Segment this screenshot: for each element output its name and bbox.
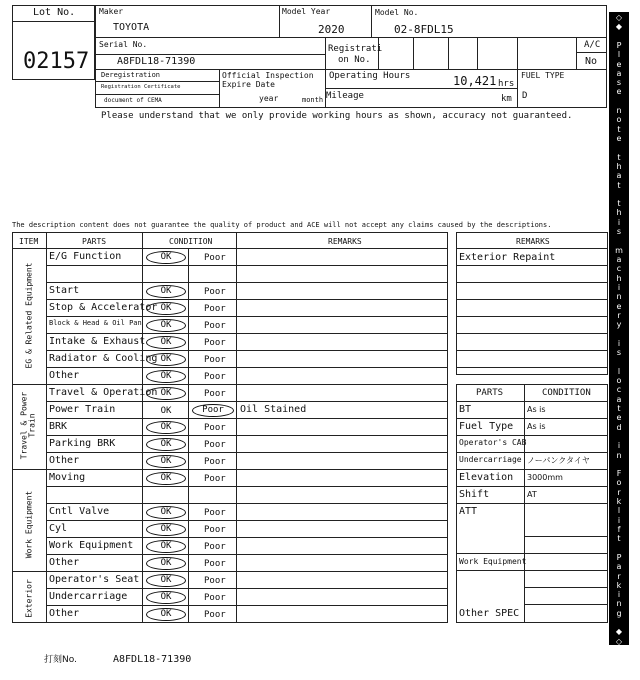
sidebar-char: P [616,552,622,562]
sidebar-char [609,331,629,339]
spec-divider [524,536,608,537]
poor-option: Poor [204,423,226,433]
sidebar-char: k [616,580,622,590]
remarks-divider [456,333,608,334]
sidebar-char: d [616,422,622,432]
sidebar-char: ◆ [615,22,623,32]
sidebar-char: a [616,394,622,404]
ok-circled: OK [146,608,186,621]
row-divider [46,401,448,402]
poor-circled: Poor [192,404,234,417]
spec-divider [456,570,608,571]
poor-option: Poor [204,304,226,314]
sidebar-char: e [616,87,622,97]
part-label: Cntl Valve [49,506,110,517]
row-divider [46,452,448,453]
working-hours-notice: Please understand that we only provide working hours as shown, accuracy not guaranteed. [101,111,573,121]
remarks-divider [456,282,608,283]
model-year-label: Model Year [282,7,331,16]
month-label: month [302,96,324,104]
fuel-type-label: FUEL TYPE [521,71,565,80]
sidebar-char: t [617,152,621,162]
part-label: Power Train [49,404,116,415]
spec-part: Operator's CAB [459,438,527,447]
part-label: BRK [49,421,68,432]
poor-option: Poor [204,355,226,365]
part-label: Parking BRK [49,438,116,449]
operating-hours-label: Operating Hours [329,71,411,81]
sidebar-char: l [617,506,621,516]
ok-circled: OK [146,353,186,366]
ok-circled: OK [146,506,186,519]
row-divider [46,503,448,504]
part-label: Undercarriage [49,591,128,602]
maker-value: TOYOTA [113,22,150,33]
remark-text: Oil Stained [240,404,307,415]
spec-part: Fuel Type [459,421,514,432]
ok-circled: OK [146,591,186,604]
model-no-value: 02-8FDL15 [394,23,454,36]
poor-option: Poor [204,321,226,331]
poor-option: Poor [204,372,226,382]
lot-label: Lot No. [33,7,76,18]
spec-part: ATT [459,506,478,517]
operating-hours-value: 10,421 [453,74,497,88]
sidebar-char: r [617,487,621,497]
row-divider [46,350,448,351]
inspection-label: Official Inspection [222,71,314,80]
ok-circled: OK [146,574,186,587]
sidebar-char: ◇ [615,13,623,22]
mileage-label: Mileage [326,91,364,101]
sidebar-char: P [616,40,622,50]
sidebar-char: t [617,180,621,190]
ok-circled: OK [146,421,186,434]
group-exterior: Exterior [24,579,34,618]
spec-divider [524,587,608,588]
row-divider [46,265,448,266]
row-divider [46,554,448,555]
fuel-type-value: D [522,91,528,101]
sidebar-char: i [617,590,621,600]
sidebar-char: s [616,227,622,237]
poor-option: Poor [204,525,226,535]
poor-option: Poor [204,542,226,552]
sidebar-char: k [616,497,622,507]
ac-label: A/C [584,40,601,50]
sidebar-char: r [617,571,621,581]
poor-option: Poor [204,576,226,586]
ok-circled: OK [146,336,186,349]
sidebar-char: y [616,320,622,330]
sidebar-char: g [616,608,622,618]
part-label: Block & Head & Oil Pan [49,319,142,327]
poor-option: Poor [204,389,226,399]
sidebar-char: n [616,292,622,302]
row-divider [46,367,448,368]
sidebar-char: n [616,450,622,460]
deregistration-label: Deregistration [101,71,161,79]
ok-circled: OK [146,285,186,298]
spec-condition-header: CONDITION [542,388,591,398]
registration-certificate-label: Registration Certificate [101,84,181,90]
spec-condition: As is [527,405,546,414]
inspection-label-2: Expire Date [222,80,275,89]
sidebar-char: a [616,171,622,181]
group-travel-power-2: Train [27,413,37,438]
ok-circled: OK [146,387,186,400]
poor-option: Poor [204,457,226,467]
sidebar-char: o [616,478,622,488]
row-divider [12,622,448,623]
hrs-unit: hrs [498,79,515,89]
row-divider [46,605,448,606]
group-work-equipment: Work Equipment [24,490,34,559]
location-notice-bar [609,12,629,645]
sidebar-char: t [617,403,621,413]
registration-label: Registrati [328,44,383,54]
registration-label-2: on No. [338,55,371,65]
sidebar-char [609,545,629,553]
serial-label: Serial No. [99,40,148,49]
sidebar-char: e [616,134,622,143]
poor-option: Poor [204,610,226,620]
poor-option: Poor [204,559,226,569]
disclaimer-text: The description content does not guarantee the quality of product and ACE will not accept any claims caused by the descriptions. [12,221,552,229]
sidebar-char: a [616,255,622,265]
serial-value: A8FDL18-71390 [117,56,196,67]
part-label: Moving [49,472,86,483]
lot-number: 02157 [23,49,90,74]
sidebar-char: o [616,376,622,386]
part-label: Cyl [49,523,68,534]
sidebar-char [609,433,629,441]
part-label: Stop & Accelerator [49,302,158,313]
stamp-number: A8FDL18-71390 [113,654,192,665]
sidebar-char: t [617,534,621,544]
poor-option: Poor [204,287,226,297]
remarks-divider [456,367,608,368]
spec-condition: As is [527,422,546,431]
sidebar-char: i [617,441,621,451]
sidebar-char: e [616,59,622,69]
spec-parts-header: PARTS [476,388,504,398]
row-divider [46,282,448,283]
sidebar-char: i [617,217,621,227]
row-divider [46,316,448,317]
sidebar-char: h [616,273,622,283]
year-label: year [259,94,279,103]
sidebar-char: n [616,599,622,609]
spec-part: BT [459,404,472,415]
row-divider [46,537,448,538]
row-divider [46,588,448,589]
row-divider [46,418,448,419]
stamp-label: 打刻No. [44,655,77,665]
sidebar-char: c [616,385,622,395]
sidebar-char: ◆ [615,627,623,637]
row-divider [12,571,448,572]
sidebar-char [609,191,629,199]
sidebar-char [609,237,629,245]
row-divider [46,486,448,487]
km-unit: km [501,94,512,104]
spec-divider [456,401,608,402]
exterior-repaint: Exterior Repaint [459,252,556,263]
part-label: Operator's Seat [49,574,140,585]
model-year-value: 2020 [318,23,345,36]
ok-circled: OK [146,540,186,553]
ok-circled: OK [146,302,186,315]
remarks-divider [456,316,608,317]
sidebar-char: h [616,161,622,171]
sidebar-char [609,144,629,152]
spec-part: Undercarriage [459,455,522,464]
poor-option: Poor [204,508,226,518]
sidebar-char: i [617,282,621,292]
row-divider [12,469,448,470]
spec-divider [456,469,608,470]
ok-circled: OK [146,455,186,468]
sidebar-char: s [616,78,622,88]
ac-value: No [585,56,598,67]
sidebar-char: r [617,310,621,320]
sidebar-char [609,358,629,366]
spec-part: Work Equipment [459,557,527,566]
spec-divider [456,452,608,453]
ok-option: OK [160,406,172,416]
remarks-divider [456,350,608,351]
part-label: Other [49,455,80,466]
poor-option: Poor [204,338,226,348]
spec-divider [456,553,608,554]
sidebar-char: o [616,115,622,125]
poor-option: Poor [204,474,226,484]
row-divider [46,520,448,521]
row-divider [46,435,448,436]
spec-part: Shift [459,489,490,500]
spec-divider [456,418,608,419]
sidebar-char: f [617,524,621,534]
ok-circled: OK [146,557,186,570]
sidebar-char: ◇ [615,636,623,646]
group-travel-power: Travel & Power [19,391,29,460]
sidebar-char: e [616,413,622,423]
spec-condition: AT [527,490,537,499]
sidebar-char: a [616,562,622,572]
condition-header: CONDITION [169,237,213,246]
spec-divider [456,486,608,487]
sidebar-char: a [616,68,622,78]
remarks-divider [456,299,608,300]
part-label: Other [49,557,80,568]
right-remarks-header: REMARKS [516,237,550,246]
sidebar-char: t [617,124,621,134]
sidebar-char: c [616,264,622,274]
part-label: E/G Function [49,251,122,262]
part-label: Travel & Operation [49,387,158,398]
spec-divider [456,435,608,436]
maker-label: Maker [99,7,124,16]
sidebar-char [609,461,629,469]
spec-divider [456,503,608,504]
part-label: Other [49,370,80,381]
sidebar-char: e [616,301,622,311]
remarks-header: REMARKS [328,237,362,246]
sidebar-char: i [617,338,621,348]
poor-option: Poor [204,593,226,603]
ok-circled: OK [146,438,186,451]
sidebar-char [609,98,629,106]
row-divider [46,299,448,300]
sidebar-char: h [616,208,622,218]
sidebar-char: l [617,50,621,60]
ok-circled: OK [146,472,186,485]
part-label: Work Equipment [49,540,134,551]
spec-condition: 3000mm [527,473,563,482]
ok-circled: OK [146,370,186,383]
ok-circled: OK [146,251,186,264]
sidebar-char [609,33,629,41]
sidebar-char: n [616,106,622,116]
sidebar-char: t [617,199,621,209]
cema-label: document of CEMA [104,97,162,104]
sidebar-char: m [615,245,623,255]
part-label: Other [49,608,80,619]
sidebar-char: l [617,366,621,376]
spec-divider [524,604,608,605]
sidebar-char: i [617,515,621,525]
part-label: Start [49,285,80,296]
part-label: Radiator & Cooling [49,353,158,364]
poor-option: Poor [204,440,226,450]
row-divider [12,384,448,385]
parts-header: PARTS [82,237,107,246]
remarks-divider [456,265,608,266]
ok-circled: OK [146,319,186,332]
item-header: ITEM [19,237,39,246]
row-divider [46,333,448,334]
sidebar-char [609,619,629,627]
spec-condition: ノーパンクタイヤ [527,456,590,465]
sidebar-char: F [616,469,622,479]
sidebar-char: s [616,348,622,358]
ok-circled: OK [146,523,186,536]
group-eg-related: EG & Related Equipment [24,262,34,369]
part-label: Intake & Exhaust [49,336,146,347]
model-no-label: Model No. [375,8,419,17]
spec-part: Elevation [459,472,514,483]
spec-part: Other SPEC [459,608,520,619]
poor-option: Poor [204,253,226,263]
